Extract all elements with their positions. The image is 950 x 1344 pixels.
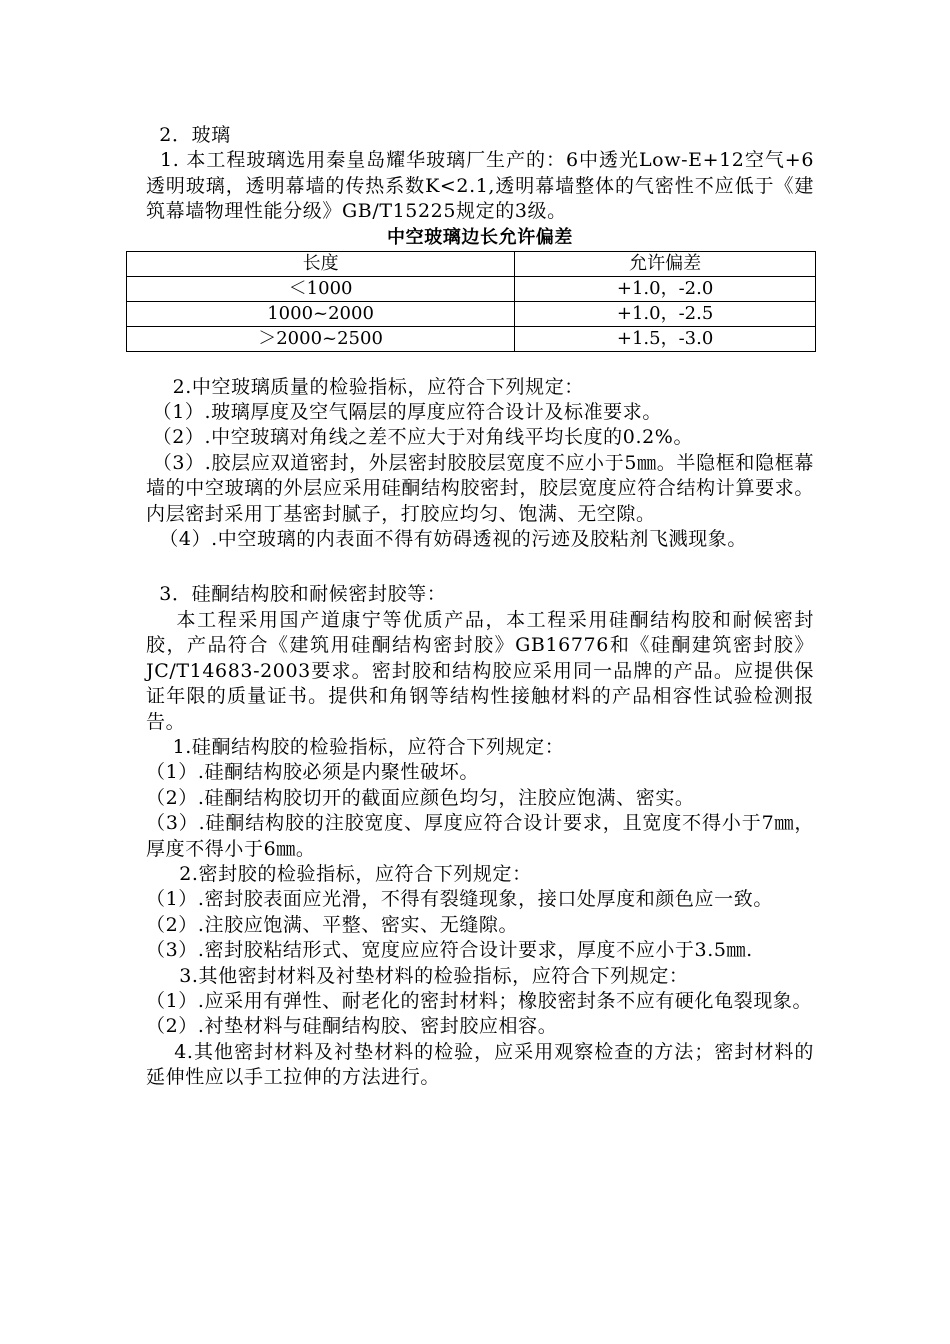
table-row [127,301,816,326]
structural-sealant-heading: 1.硅酮结构胶的检验指标，应符合下列规定： [146,735,565,758]
section-3-heading: 3．硅酮结构胶和耐候密封胶等： [146,583,447,606]
header-length: 长度 [127,251,515,276]
header-deviation: 允许偏差 [515,251,816,276]
table-header-row [127,251,816,276]
list-item: （3）.硅酮结构胶的注胶宽度、厚度应符合设计要求，且宽度不得小于7㎜，厚度不得小于6㎜。 [146,812,814,860]
glass-spec-paragraph: 1. 本工程玻璃选用秦皇岛耀华玻璃厂生产的：6中透光Low-E+12空气+6透明玻璃，透明幕墙的传热系数K<2.1,透明幕墙整体的气密性不应低于《建筑幕墙物理性能分级》GB/T15225规定的3级。 [146,149,815,223]
list-item: （3）.胶层应双道密封，外层密封胶胶层宽度不应小于5㎜。半隐框和隐框幕墙的中空玻璃的外层应采用硅酮结构胶密封，胶层宽度应符合结构计算要求。内层密封采用丁基密封腻子，打胶应均匀、饱满、无空隙。 [146,451,815,525]
list-item: （1）.应采用有弹性、耐老化的密封材料；橡胶密封条不应有硬化龟裂现象。 [146,989,813,1012]
deviation-table [126,251,816,352]
cell-deviation: +1.5，-3.0 [515,326,816,351]
other-materials-heading: 3.其他密封材料及衬垫材料的检验指标，应符合下列规定： [146,964,689,987]
cell-deviation: +1.0，-2.5 [515,301,816,326]
list-item: （4）.中空玻璃的内表面不得有妨碍透视的污迹及胶粘剂飞溅现象。 [146,528,748,551]
table-title: 中空玻璃边长允许偏差 [387,226,573,248]
cell-length: ＜1000 [127,276,515,301]
list-item: （2）.注胶应饱满、平整、密实、无缝隙。 [146,913,519,936]
list-item: （2）.硅酮结构胶切开的截面应颜色均匀，注胶应饱满、密实。 [146,786,695,809]
table-row [127,326,816,351]
quality-heading: 2.中空玻璃质量的检验指标，应符合下列规定： [146,375,584,398]
section-2-heading: 2．玻璃 [146,124,231,146]
list-item: （2）.衬垫材料与硅酮结构胶、密封胶应相容。 [146,1015,558,1038]
list-item: （1）.密封胶表面应光滑，不得有裂缝现象，接口处厚度和颜色应一致。 [146,888,773,911]
cell-length: 1000~2000 [127,301,515,326]
list-item: （2）.中空玻璃对角线之差不应大于对角线平均长度的0.2%。 [146,426,694,449]
inspection-method-paragraph: 4.其他密封材料及衬垫材料的检验，应采用观察检查的方法；密封材料的延伸性应以手工拉伸的方法进行。 [146,1040,814,1089]
sealant-intro-paragraph: 本工程采用国产道康宁等优质产品，本工程采用硅酮结构胶和耐候密封胶，产品符合《建筑用硅酮结构密封胶》GB16776和《硅酮建筑密封胶》JC/T14683-2003要求。密封胶和结构胶应采用同一品牌的产品。应提供保证年限的质量证书。提供和角钢等结构性接触材料的产品相容性试验检测报告。 [146,608,814,733]
cell-deviation: +1.0，-2.0 [515,276,816,301]
list-item: （1）.硅酮结构胶必须是内聚性破坏。 [146,761,479,784]
sealant-heading: 2.密封胶的检验指标，应符合下列规定： [146,862,532,885]
list-item: （1）.玻璃厚度及空气隔层的厚度应符合设计及标准要求。 [146,401,662,424]
table-row [127,276,816,301]
list-item: （3）.密封胶粘结形式、宽度应应符合设计要求，厚度不应小于3.5㎜. [146,939,753,962]
cell-length: ＞2000~2500 [127,326,515,351]
document-page [146,123,814,1091]
